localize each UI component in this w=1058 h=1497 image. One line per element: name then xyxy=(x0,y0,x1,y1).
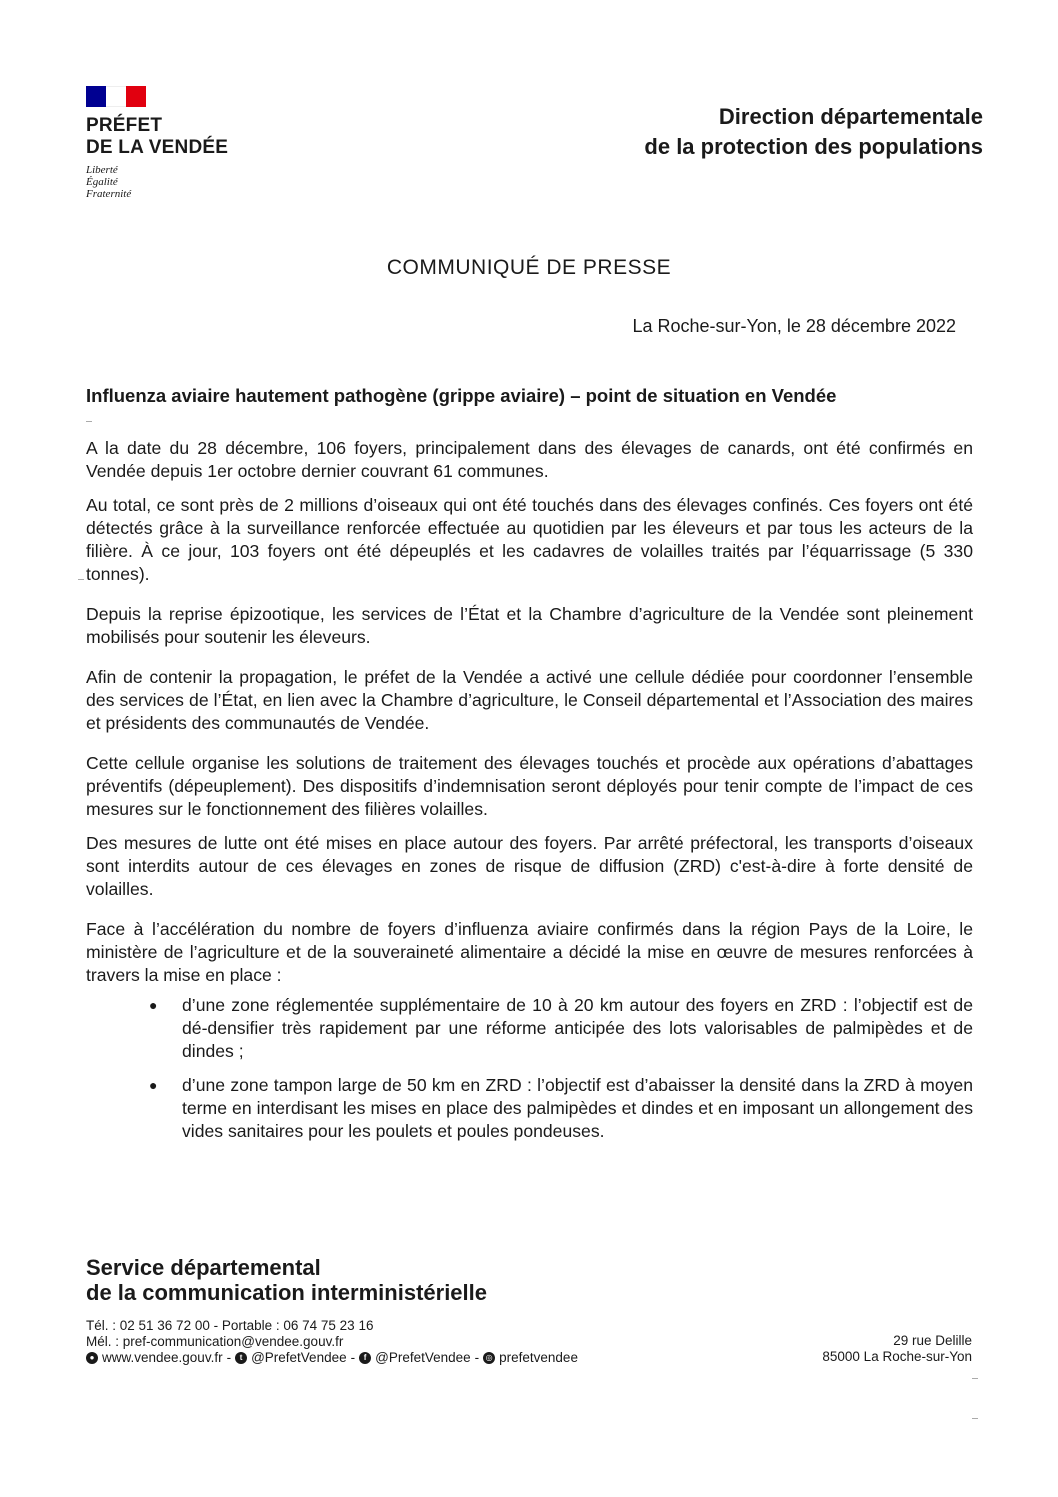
separator: - xyxy=(226,1350,232,1365)
separator: - xyxy=(350,1350,356,1365)
service-line1: Service départemental xyxy=(86,1255,321,1280)
globe-icon: ● xyxy=(86,1352,98,1364)
margin-mark xyxy=(78,579,84,580)
phone-line: Tél. : 02 51 36 72 00 - Portable : 06 74 75 23 16 xyxy=(86,1318,374,1333)
republic-motto xyxy=(86,164,286,200)
service-line2: de la communication interministérielle xyxy=(86,1280,487,1305)
postal-address xyxy=(822,1333,972,1365)
paragraph: Au total, ce sont près de 2 millions d’oiseaux qui ont été touchés dans des élevages confinés. Ces foyers ont été détectés grâce à la surveillance renforcée effectuée au quotidien par les éleveurs et par tous les acteurs de la filière. À ce jour, 103 foyers ont été dépeuplés et les cadavres de volailles traités par l’équarrissage (5 330 tonnes). xyxy=(86,495,973,584)
direction-line2: de la protection des populations xyxy=(644,134,983,159)
facebook-icon: f xyxy=(359,1352,371,1364)
bullet-icon: ● xyxy=(149,997,158,1013)
direction-line1: Direction départementale xyxy=(718,104,983,129)
marianne-flag-icon xyxy=(86,86,146,107)
prefecture-name xyxy=(86,115,286,159)
direction-heading xyxy=(644,102,983,162)
address-line2: 85000 La Roche-sur-Yon xyxy=(822,1349,972,1364)
margin-mark xyxy=(972,1378,978,1379)
paragraph: Depuis la reprise épizootique, les services de l’État et la Chambre d’agriculture de la Vendée sont pleinement mobilisés pour soutenir les éleveurs. xyxy=(86,604,973,647)
motto-liberte: Liberté xyxy=(86,164,118,176)
paragraph: Cette cellule organise les solutions de traitement des élevages touchés et procède aux opérations d’abattages préventifs (dépeuplement). Des dispositifs d’indemnisation seront déployés pour tenir compte de l’impact de ces mesures sur le fonctionnement des filières volailles. xyxy=(86,753,973,819)
prefecture-name-line1: PRÉFET xyxy=(86,115,163,136)
paragraph: Des mesures de lutte ont été mises en place autour des foyers. Par arrêté préfectoral, les transports d’oiseaux sont interdits autour de ces élevages en zones de risque de diffusion (ZRD) c'est-à-dire à forte densité de volailles. xyxy=(86,833,973,899)
margin-mark xyxy=(86,421,92,422)
motto-egalite: Égalité xyxy=(86,176,118,188)
paragraph: Afin de contenir la propagation, le préfet de la Vendée a activé une cellule dédiée pour coordonner l’ensemble des services de l’État, en lien avec la Chambre d’agriculture, le Conseil départemental et l’Association des maires et présidents des communautés de Vendée. xyxy=(86,667,973,733)
service-heading xyxy=(86,1255,487,1305)
prefet-logo xyxy=(86,86,286,200)
mail-line: Mél. : pref-communication@vendee.gouv.fr xyxy=(86,1334,344,1349)
date-line: La Roche-sur-Yon, le 28 décembre 2022 xyxy=(632,316,956,336)
measures-list xyxy=(86,994,973,1143)
contact-block xyxy=(86,1318,578,1366)
list-item-text: d’une zone tampon large de 50 km en ZRD : l’objectif est d’abaisser la densité dans la ZRD à moyen terme en interdisant les mises en place des palmipèdes et dindes et en imposant un allongement des vides sanitaires pour les poulets et poules pondeuses. xyxy=(182,1075,973,1141)
paragraph: Face à l’accélération du nombre de foyers d’influenza aviaire confirmés dans la région Pays de la Loire, le ministère de l’agriculture et de la souveraineté alimentaire a décidé la mise en œuvre de mesures renforcées à travers la mise en place : xyxy=(86,919,973,985)
facebook-link[interactable]: @PrefetVendee xyxy=(375,1350,471,1365)
social-links xyxy=(86,1350,578,1366)
twitter-icon: t xyxy=(235,1352,247,1364)
subject-heading: Influenza aviaire hautement pathogène (grippe aviaire) – point de situation en Vendée xyxy=(86,385,837,406)
instagram-icon: ◎ xyxy=(483,1352,495,1364)
separator: - xyxy=(474,1350,480,1365)
prefecture-name-line2: DE LA VENDÉE xyxy=(86,137,229,158)
margin-mark xyxy=(972,1418,978,1419)
list-item xyxy=(149,1074,973,1143)
paragraph: A la date du 28 décembre, 106 foyers, principalement dans des élevages de canards, ont été confirmés en Vendée depuis 1er octobre dernier couvrant 61 communes. xyxy=(86,438,973,481)
twitter-link[interactable]: @PrefetVendee xyxy=(251,1350,347,1365)
instagram-link[interactable]: prefetvendee xyxy=(499,1350,578,1365)
website-link[interactable]: www.vendee.gouv.fr xyxy=(102,1350,223,1365)
list-item-text: d’une zone réglementée supplémentaire de 10 à 20 km autour des foyers en ZRD : l’objectif est de dé-densifier très rapidement par une réforme anticipée des lots valorisables de palmipèdes et de dindes ; xyxy=(182,995,973,1061)
list-item xyxy=(149,994,973,1063)
bullet-icon: ● xyxy=(149,1077,158,1093)
document-title: COMMUNIQUÉ DE PRESSE xyxy=(386,256,672,279)
press-release-body xyxy=(86,437,973,1154)
motto-fraternite: Fraternité xyxy=(86,188,132,200)
address-line1: 29 rue Delille xyxy=(893,1333,972,1348)
